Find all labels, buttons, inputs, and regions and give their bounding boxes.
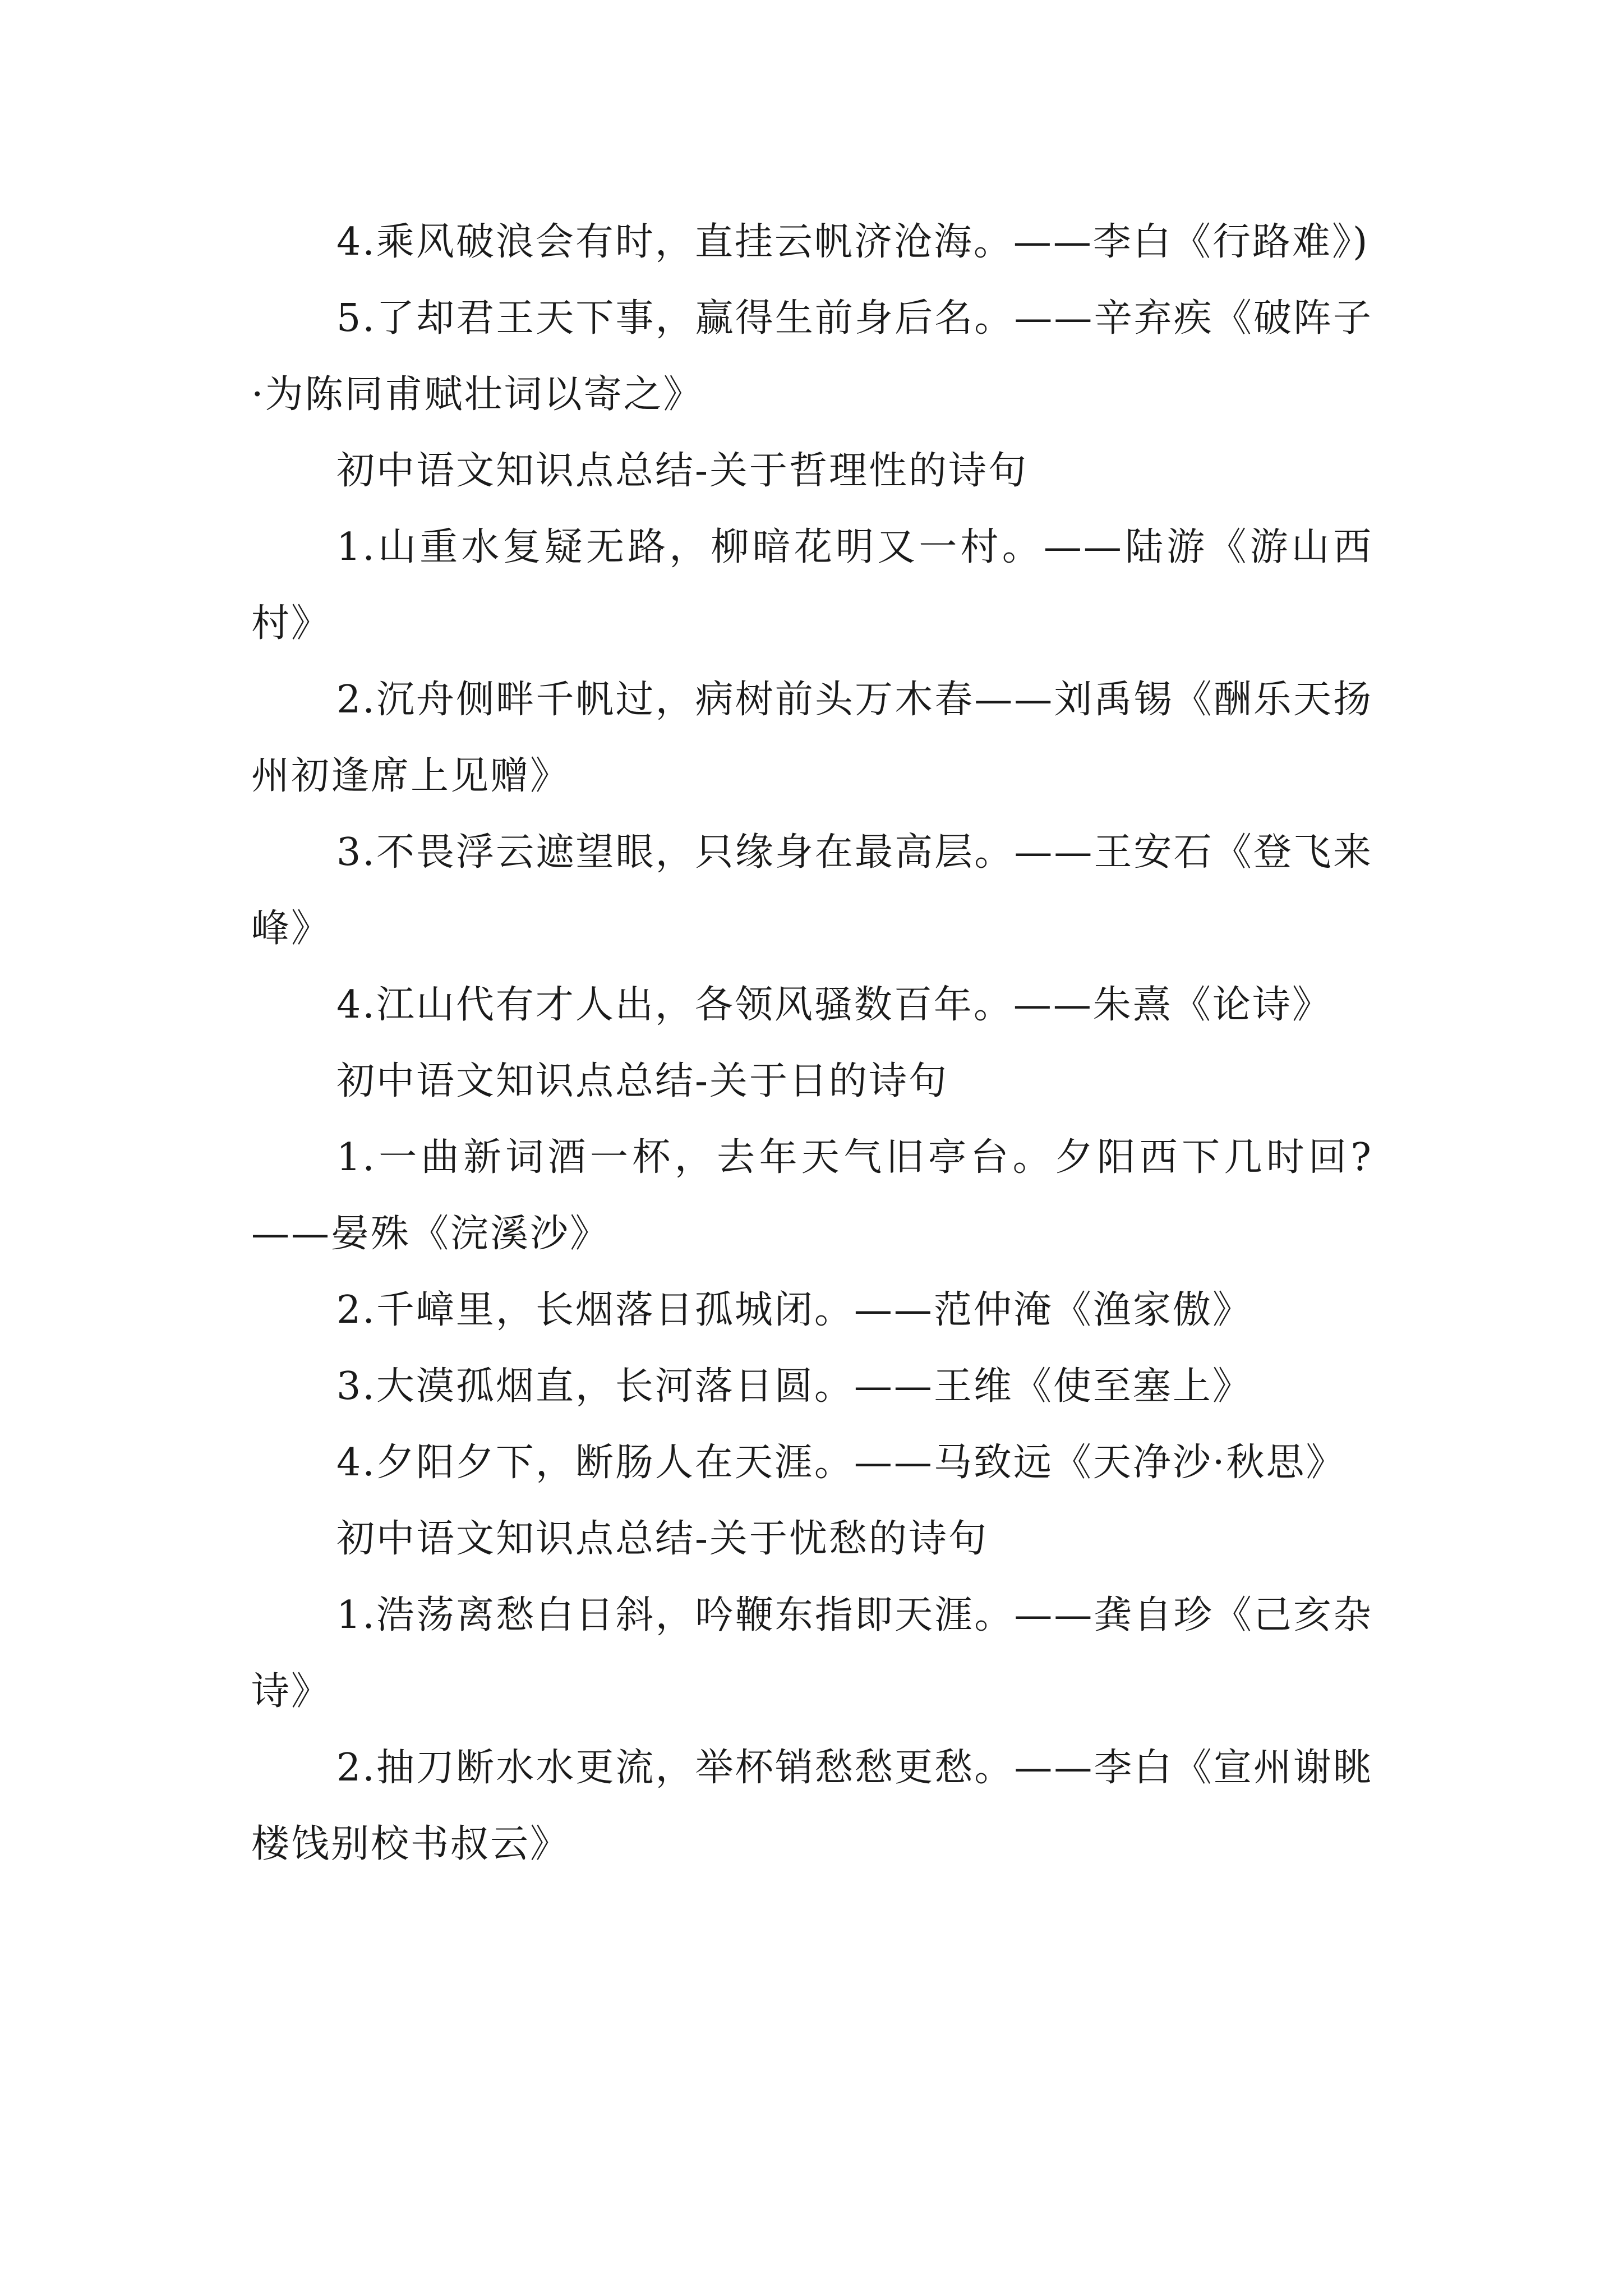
poem-line: 3.大漠孤烟直，长河落日圆。——王维《使至塞上》 bbox=[336, 1364, 1252, 1409]
poem-line: 2.千嶂里，长烟落日孤城闭。——范仲淹《渔家傲》 bbox=[336, 1288, 1252, 1332]
poem-line: 1.浩荡离愁白日斜，吟鞭东指即天涯。——龚自珍《己亥杂诗》 bbox=[251, 1593, 1373, 1714]
poem-line: 5.了却君王天下事，赢得生前身后名。——辛弃疾《破阵子·为陈同甫赋壮词以寄之》 bbox=[251, 296, 1373, 417]
poem-line: 1.一曲新词酒一杯，去年天气旧亭台。夕阳西下几时回?——晏殊《浣溪沙》 bbox=[251, 1135, 1373, 1256]
poem-line: 4.夕阳夕下，断肠人在天涯。——马致远《天净沙·秋思》 bbox=[336, 1441, 1346, 1485]
section-heading: 初中语文知识点总结-关于哲理性的诗句 bbox=[336, 449, 1028, 493]
section-heading: 初中语文知识点总结-关于忧愁的诗句 bbox=[336, 1517, 988, 1561]
poem-line: 4.江山代有才人出，各领风骚数百年。——朱熹《论诗》 bbox=[336, 983, 1332, 1027]
poem-line: 1.山重水复疑无路，柳暗花明又一村。——陆游《游山西村》 bbox=[251, 525, 1373, 646]
document-body bbox=[251, 204, 1373, 1883]
poem-line: 2.沉舟侧畔千帆过，病树前头万木春——刘禹锡《酬乐天扬州初逢席上见赠》 bbox=[251, 678, 1373, 798]
poem-line: 3.不畏浮云遮望眼，只缘身在最高层。——王安石《登飞来峰》 bbox=[251, 830, 1373, 951]
poem-line: 4.乘风破浪会有时，直挂云帆济沧海。——李白《行路难》) bbox=[336, 220, 1370, 264]
section-heading: 初中语文知识点总结-关于日的诗句 bbox=[336, 1059, 948, 1103]
poem-line: 2.抽刀断水水更流，举杯销愁愁更愁。——李白《宣州谢眺楼饯别校书叔云》 bbox=[251, 1746, 1373, 1866]
